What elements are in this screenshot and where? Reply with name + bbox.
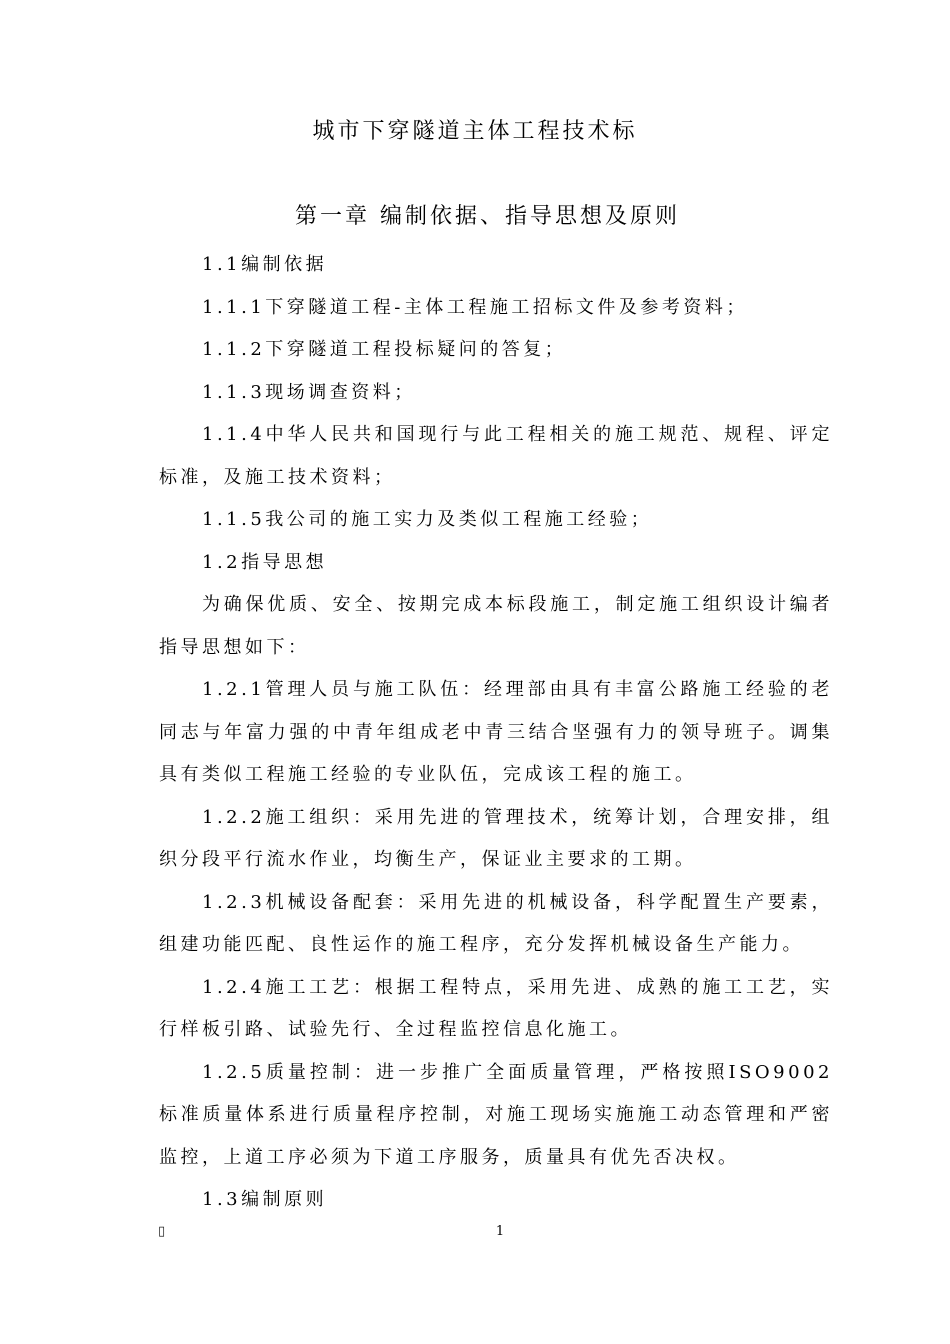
paragraph-1-2-3: 1.2.3机械设备配套：采用先进的机械设备，科学配置生产要素，组建功能匹配、良性运作的施工程序，充分发挥机械设备生产能力。	[159, 891, 833, 955]
footer-mark: ▯	[158, 1224, 166, 1239]
paragraph-1-1-5: 1.1.5我公司的施工实力及类似工程施工经验；	[202, 509, 653, 530]
document-title: 城市下穿隧道主体工程技术标	[312, 119, 638, 144]
paragraph-1-1-3: 1.1.3现场调查资料；	[202, 381, 416, 403]
paragraph-1-2-1: 1.2.1管理人员与施工队伍：经理部由具有丰富公路施工经验的老同志与年富力强的中青年组成老中青三结合坚强有力的领导班子。调集具有类似工程施工经验的专业队伍，完成该工程的施工。	[159, 679, 833, 785]
chapter-title: 第一章 编制依据、指导思想及原则	[295, 204, 680, 229]
heading-1-3: 1.3编制原则	[202, 1189, 328, 1210]
paragraph-1-2-4: 1.2.4施工工艺：根据工程特点，采用先进、成熟的施工工艺，实行样板引路、试验先行、全过程监控信息化施工。	[159, 976, 833, 1040]
paragraph-1-1-4: 1.1.4中华人民共和国现行与此工程相关的施工规范、规程、评定标准，及施工技术资料；	[159, 424, 833, 488]
paragraph-intro: 为确保优质、安全、按期完成本标段施工，制定施工组织设计编者指导思想如下：	[159, 594, 833, 658]
document-body	[159, 244, 833, 1222]
heading-1-1: 1.1编制依据	[202, 254, 328, 275]
paragraph-1-2-2: 1.2.2施工组织：采用先进的管理技术，统筹计划，合理安排，组织分段平行流水作业，均衡生产，保证业主要求的工期。	[159, 806, 833, 870]
paragraph-1-1-1: 1.1.1下穿隧道工程-主体工程施工招标文件及参考资料；	[202, 296, 748, 318]
paragraph-1-2-5: 1.2.5质量控制：进一步推广全面质量管理，严格按照ISO9002标准质量体系进行质量程序控制，对施工现场实施施工动态管理和严密监控，上道工序必须为下道工序服务，质量具有优先否决权。	[159, 1061, 833, 1168]
heading-1-2: 1.2指导思想	[202, 551, 328, 573]
paragraph-1-1-2: 1.1.2下穿隧道工程投标疑问的答复；	[202, 339, 567, 360]
page-number: 1	[495, 1224, 505, 1239]
